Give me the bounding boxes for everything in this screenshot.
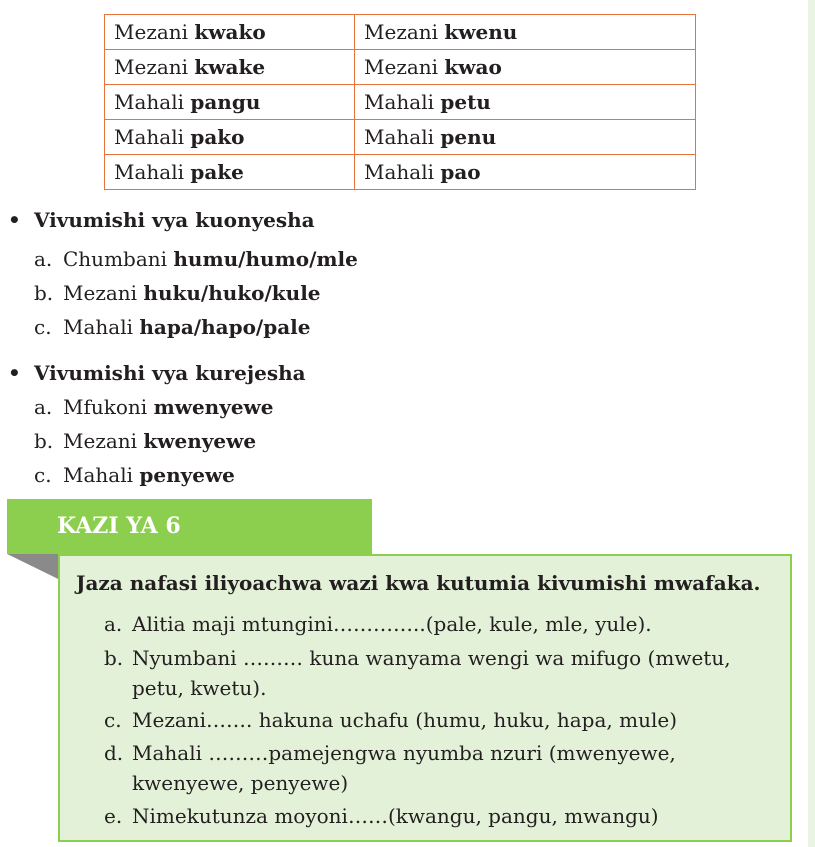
item-text: Nyumbani ……… kuna wanyama wengi wa mifugo (mwetu, petu, kwetu). xyxy=(132,646,731,700)
cell-adjective: penu xyxy=(440,125,497,149)
possessive-table xyxy=(104,14,696,190)
exercise-item xyxy=(104,738,784,798)
table-cell xyxy=(355,120,696,155)
item-noun: Mezani xyxy=(63,429,144,453)
table-cell xyxy=(105,120,355,155)
item-letter: b. xyxy=(104,646,124,670)
table-cell xyxy=(355,15,696,50)
list-item xyxy=(34,462,235,488)
cell-adjective: petu xyxy=(440,90,491,114)
exercise-item xyxy=(104,643,784,703)
item-noun: Mezani xyxy=(63,281,144,305)
item-noun: Mfukoni xyxy=(63,395,154,419)
cell-noun: Mahali xyxy=(364,125,441,149)
item-text: Mezani……. hakuna uchafu (humu, huku, hapa, mule) xyxy=(132,708,677,732)
list-item xyxy=(34,428,256,454)
table-cell xyxy=(105,15,355,50)
section-heading-demonstrative xyxy=(8,207,315,233)
cell-noun: Mahali xyxy=(114,90,191,114)
item-adjective: kwenyewe xyxy=(143,429,257,453)
section-heading-text: Vivumishi vya kuonyesha xyxy=(34,208,315,232)
item-adjective: humu/humo/mle xyxy=(173,247,358,271)
item-adjective: huku/huko/kule xyxy=(143,281,321,305)
item-letter: b. xyxy=(34,281,54,305)
item-letter: c. xyxy=(104,708,122,732)
list-item xyxy=(34,394,274,420)
table-cell xyxy=(105,155,355,190)
cell-noun: Mahali xyxy=(364,90,441,114)
table-row xyxy=(105,85,696,120)
item-letter: d. xyxy=(104,741,124,765)
item-letter: a. xyxy=(104,612,123,636)
cell-noun: Mezani xyxy=(114,20,195,44)
item-text: Mahali ………pamejengwa nyumba nzuri (mwenyewe, kwenyewe, penyewe) xyxy=(132,741,676,795)
header-fold-highlight xyxy=(7,554,58,579)
cell-adjective: kwake xyxy=(194,55,266,79)
cell-noun: Mahali xyxy=(114,160,191,184)
table-cell xyxy=(105,85,355,120)
item-noun: Mahali xyxy=(63,463,140,487)
item-letter: a. xyxy=(34,247,53,271)
item-adjective: hapa/hapo/pale xyxy=(139,315,311,339)
cell-noun: Mahali xyxy=(114,125,191,149)
table-row xyxy=(105,120,696,155)
item-letter: a. xyxy=(34,395,53,419)
item-text: Nimekutunza moyoni……(kwangu, pangu, mwangu) xyxy=(132,804,659,828)
list-item xyxy=(34,280,321,306)
list-item xyxy=(34,246,358,272)
item-letter: b. xyxy=(34,429,54,453)
page-edge-strip xyxy=(808,0,815,847)
cell-adjective: pao xyxy=(440,160,481,184)
cell-adjective: pako xyxy=(190,125,245,149)
cell-noun: Mahali xyxy=(364,160,441,184)
cell-adjective: kwako xyxy=(194,20,266,44)
item-letter: c. xyxy=(34,463,52,487)
table-cell xyxy=(355,155,696,190)
item-adjective: penyewe xyxy=(139,463,235,487)
table-cell xyxy=(355,50,696,85)
exercise-instruction: Jaza nafasi iliyoachwa wazi kwa kutumia kivumishi mwafaka. xyxy=(76,571,761,595)
item-letter: e. xyxy=(104,804,123,828)
cell-adjective: kwao xyxy=(444,55,502,79)
cell-noun: Mezani xyxy=(364,55,445,79)
cell-noun: Mezani xyxy=(364,20,445,44)
table-row xyxy=(105,15,696,50)
section-heading-text: Vivumishi vya kurejesha xyxy=(34,361,306,385)
exercise-title: KAZI YA 6 xyxy=(7,499,372,554)
list-item xyxy=(34,314,311,340)
bullet-icon: • xyxy=(8,208,21,232)
item-text: Alitia maji mtungini…………..(pale, kule, mle, yule). xyxy=(132,612,652,636)
table-row xyxy=(105,155,696,190)
exercise-item xyxy=(104,801,784,831)
cell-noun: Mezani xyxy=(114,55,195,79)
item-noun: Mahali xyxy=(63,315,140,339)
item-noun: Chumbani xyxy=(63,247,174,271)
table-cell xyxy=(355,85,696,120)
exercise-item xyxy=(104,609,784,639)
cell-adjective: pangu xyxy=(190,90,261,114)
exercise-item xyxy=(104,705,784,735)
table-row xyxy=(105,50,696,85)
section-heading-relative xyxy=(8,360,306,386)
cell-adjective: kwenu xyxy=(444,20,518,44)
cell-adjective: pake xyxy=(190,160,244,184)
table-cell xyxy=(105,50,355,85)
bullet-icon: • xyxy=(8,361,21,385)
item-letter: c. xyxy=(34,315,52,339)
item-adjective: mwenyewe xyxy=(153,395,274,419)
